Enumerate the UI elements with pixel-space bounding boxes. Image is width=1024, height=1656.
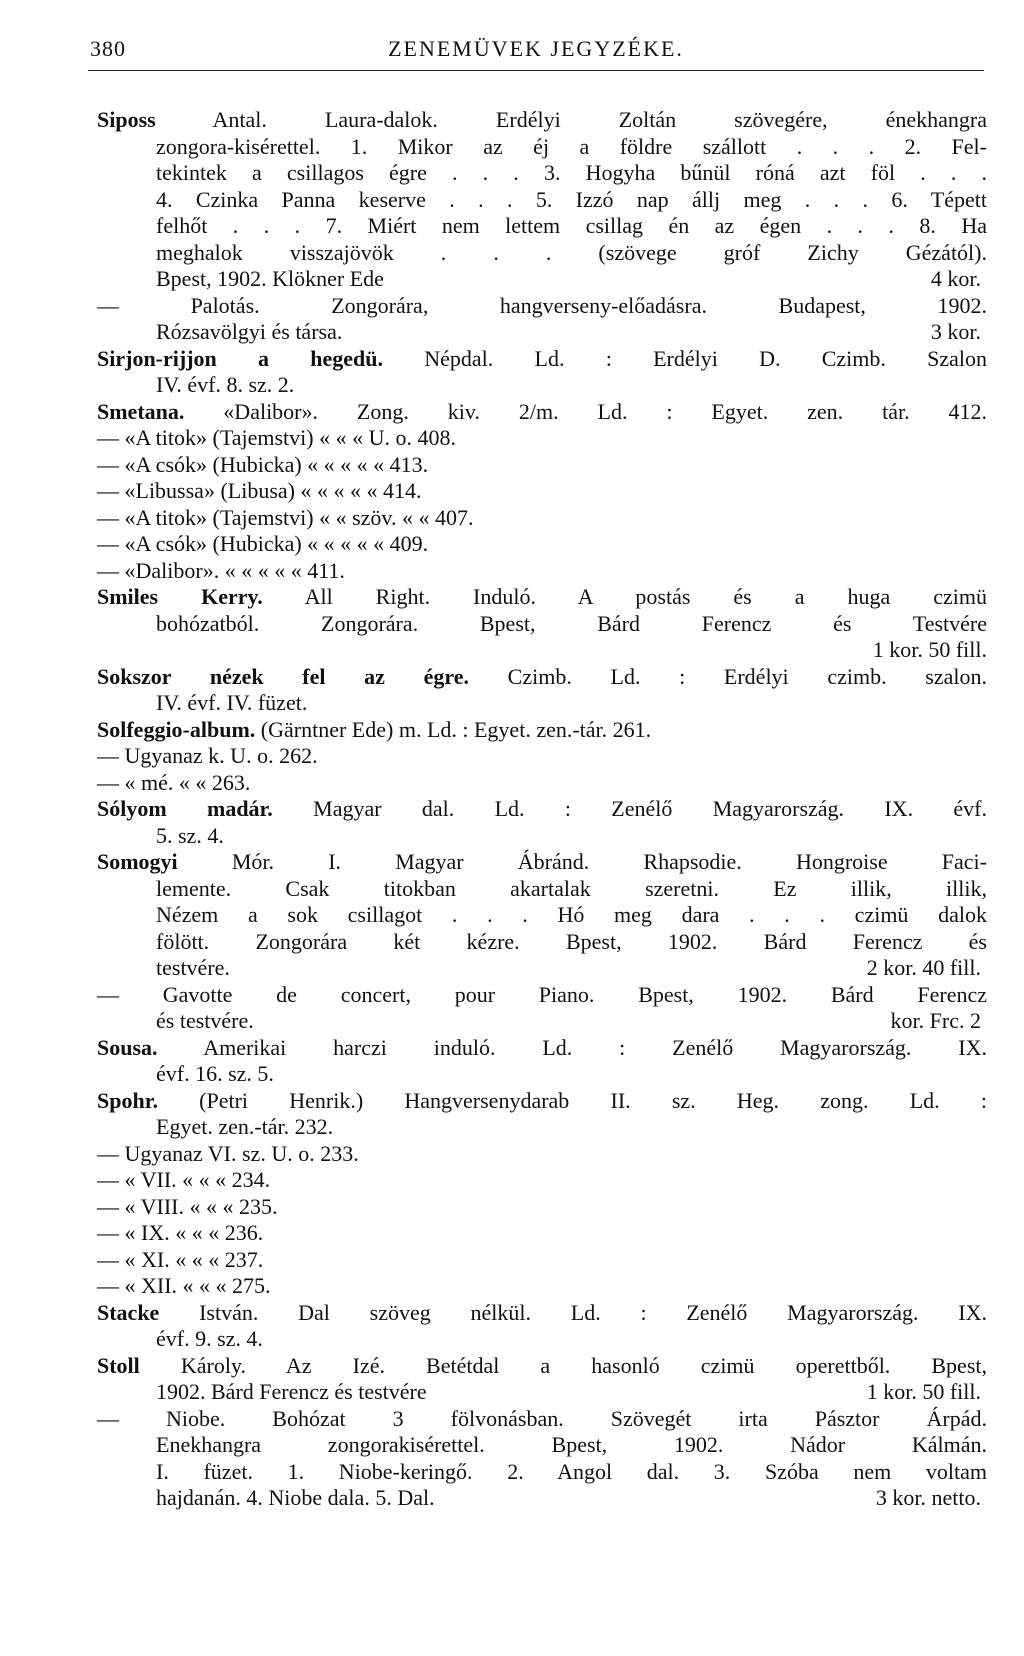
price-amount: kor. Frc. 2 [890,1008,981,1033]
line-text: IV. évf. 8. sz. 2. [156,372,295,397]
line-text: és testvére. [156,1008,254,1033]
catalog-line [97,213,987,240]
line-text: — « XII. « « « 275. [97,1273,271,1298]
line-text: zongora-kisérettel. 1. Mikor az éj a földre szállott . . . 2. Fel- [156,133,987,159]
line-text: Solfeggio-album. (Gärntner Ede) m. Ld. : Egyet. zen.-tár. 261. [97,716,652,742]
catalog-line [97,1459,987,1486]
line-text: — Niobe. Bohózat 3 fölvonásban. Szövegét irta Pásztor Árpád. [97,1405,987,1431]
catalog-line [97,1353,987,1380]
catalog-line [97,372,987,399]
line-text: Spohr. (Petri Henrik.) Hangversenydarab II. sz. Heg. zong. Ld. : [97,1087,987,1113]
catalog-line [97,796,987,823]
catalog-line [97,1406,987,1433]
price-amount: 1 kor. 50 fill. [866,1379,981,1404]
line-text: Sólyom madár. Magyar dal. Ld. : Zenélő Magyarország. IX. évf. [97,796,987,821]
catalog-line [97,425,987,452]
catalog-line [97,1114,987,1141]
line-text: Siposs Antal. Laura-dalok. Erdélyi Zoltán szövegére, énekhangra [97,107,987,132]
catalog-line [97,1273,987,1300]
catalog-line [97,664,987,691]
catalog-line [97,1008,987,1035]
catalog-line [97,690,987,717]
line-text: Smetana. «Dalibor». Zong. kiv. 2/m. Ld. : Egyet. zen. tár. 412. [97,398,987,424]
catalog-line [97,531,987,558]
catalog-line [97,1220,987,1247]
line-text: — Ugyanaz VI. sz. U. o. 233. [97,1140,359,1166]
catalog-line [97,1485,987,1512]
catalog-line [97,160,987,187]
line-text: I. füzet. 1. Niobe-keringő. 2. Angol dal. 3. Szóba nem voltam [156,1458,987,1484]
catalog-line [97,505,987,532]
line-text: — « VIII. « « « 235. [97,1193,278,1219]
line-text: Nézem a sok csillagot . . . Hó meg dara . . . czimü dalok [156,902,987,927]
price-amount: 3 kor. netto. [875,1485,981,1510]
line-text: Rózsavölgyi és társa. [156,319,343,344]
catalog-line [97,955,987,982]
line-text: bohózatból. Zongorára. Bpest, Bárd Ferencz és Testvére [156,610,987,636]
catalog-line [97,770,987,797]
line-text: — Gavotte de concert, pour Piano. Bpest, 1902. Bárd Ferencz [97,981,987,1007]
line-text: — « IX. « « « 236. [97,1220,264,1245]
line-text: — «A titok» (Tajemstvi) « « « U. o. 408. [97,425,456,450]
line-text: meghalok visszajövök . . . (szövege gróf Zichy Gézától). [156,239,987,265]
catalog-line [97,1141,987,1168]
line-text: Stoll Károly. Az Izé. Betétdal a hasonló czimü operettből. Bpest, [97,1352,987,1378]
line-text: — «A titok» (Tajemstvi) « « szöv. « « 407. [97,504,474,530]
catalog-line [97,743,987,770]
catalog-line [97,717,987,744]
catalog-line [97,293,987,320]
line-text: Stacke István. Dal szöveg nélkül. Ld. : Zenélő Magyarország. IX. [97,1299,987,1325]
line-text: — Ugyanaz k. U. o. 262. [97,743,318,768]
catalog-line [97,876,987,903]
catalog-line [97,611,987,638]
catalog-line [97,346,987,373]
line-text: Sousa. Amerikai harczi induló. Ld. : Zenélő Magyarország. IX. [97,1034,987,1060]
catalog-line [97,1194,987,1221]
catalog-line [97,1247,987,1274]
catalog-line [97,584,987,611]
line-text: fölött. Zongorára két kézre. Bpest, 1902. Bárd Ferencz és [156,928,987,954]
line-text: — «Dalibor». « « « « « 411. [97,557,345,583]
line-text: hajdanán. 4. Niobe dala. 5. Dal. [156,1485,435,1510]
line-text: tekintek a csillagos égre . . . 3. Hogyha bűnül róná azt föl . . . [156,160,987,185]
line-text: Bpest, 1902. Klökner Ede [156,266,384,291]
catalog-line [97,319,987,346]
line-text: — « mé. « « 263. [97,769,251,795]
catalog-line [97,558,987,585]
catalog-line [97,902,987,929]
catalog-line [97,187,987,214]
line-text: 4. Czinka Panna keserve . . . 5. Izzó nap állj meg . . . 6. Tépett [156,186,987,212]
catalog-line [97,849,987,876]
catalog-line [97,1035,987,1062]
catalog-line [97,399,987,426]
line-text: felhőt . . . 7. Miért nem lettem csillag én az égen . . . 8. Ha [156,213,987,238]
line-text: 5. sz. 4. [156,822,224,848]
catalog-line [97,478,987,505]
line-text: lemente. Csak titokban akartalak szeretni. Ez illik, illik, [156,875,987,901]
line-text: — «Libussa» (Libusa) « « « « « 414. [97,478,422,503]
catalog-body [97,107,987,1512]
price-amount: 2 kor. 40 fill. [866,955,981,980]
line-text: Sokszor nézek fel az égre. Czimb. Ld. : Erdélyi czimb. szalon. [97,663,987,689]
header-rule [88,70,984,71]
line-text: 1 kor. 50 fill. [872,637,987,662]
catalog-line [97,240,987,267]
line-text: Sirjon-rijjon a hegedü. Népdal. Ld. : Erdélyi D. Czimb. Szalon [97,345,987,371]
catalog-line [97,1088,987,1115]
line-text: 1902. Bárd Ferencz és testvére [156,1379,427,1404]
catalog-line [97,637,987,664]
line-text: Enekhangra zongorakisérettel. Bpest, 1902. Nádor Kálmán. [156,1432,987,1457]
catalog-line [97,107,987,134]
price-amount: 3 kor. [930,319,981,344]
catalog-line [97,1432,987,1459]
catalog-line [97,266,987,293]
catalog-line [97,982,987,1009]
line-text: — « XI. « « « 237. [97,1246,264,1272]
line-text: — Palotás. Zongorára, hangverseny-előadásra. Budapest, 1902. [97,292,987,318]
line-text: IV. évf. IV. füzet. [156,690,308,715]
line-text: — «A csók» (Hubicka) « « « « « 409. [97,531,429,556]
running-title: ZENEMÜVEK JEGYZÉKE. [388,36,684,61]
line-text: évf. 9. sz. 4. [156,1326,263,1351]
catalog-line [97,1061,987,1088]
catalog-line [97,1300,987,1327]
catalog-line [97,134,987,161]
catalog-line [97,1326,987,1353]
catalog-line [97,823,987,850]
catalog-line [97,929,987,956]
line-text: Somogyi Mór. I. Magyar Ábránd. Rhapsodie. Hongroise Faci- [97,849,987,874]
catalog-line [97,452,987,479]
catalog-line [97,1379,987,1406]
line-text: — «A csók» (Hubicka) « « « « « 413. [97,451,429,477]
price-amount: 4 kor. [930,266,981,291]
line-text: testvére. [156,955,230,980]
line-text: Smiles Kerry. All Right. Induló. A postás és a huga czimü [97,584,987,609]
catalog-line [97,1167,987,1194]
page-number: 380 [90,36,126,61]
line-text: — « VII. « « « 234. [97,1167,271,1192]
line-text: Egyet. zen.-tár. 232. [156,1114,334,1139]
line-text: évf. 16. sz. 5. [156,1061,274,1086]
page-header [90,36,982,66]
